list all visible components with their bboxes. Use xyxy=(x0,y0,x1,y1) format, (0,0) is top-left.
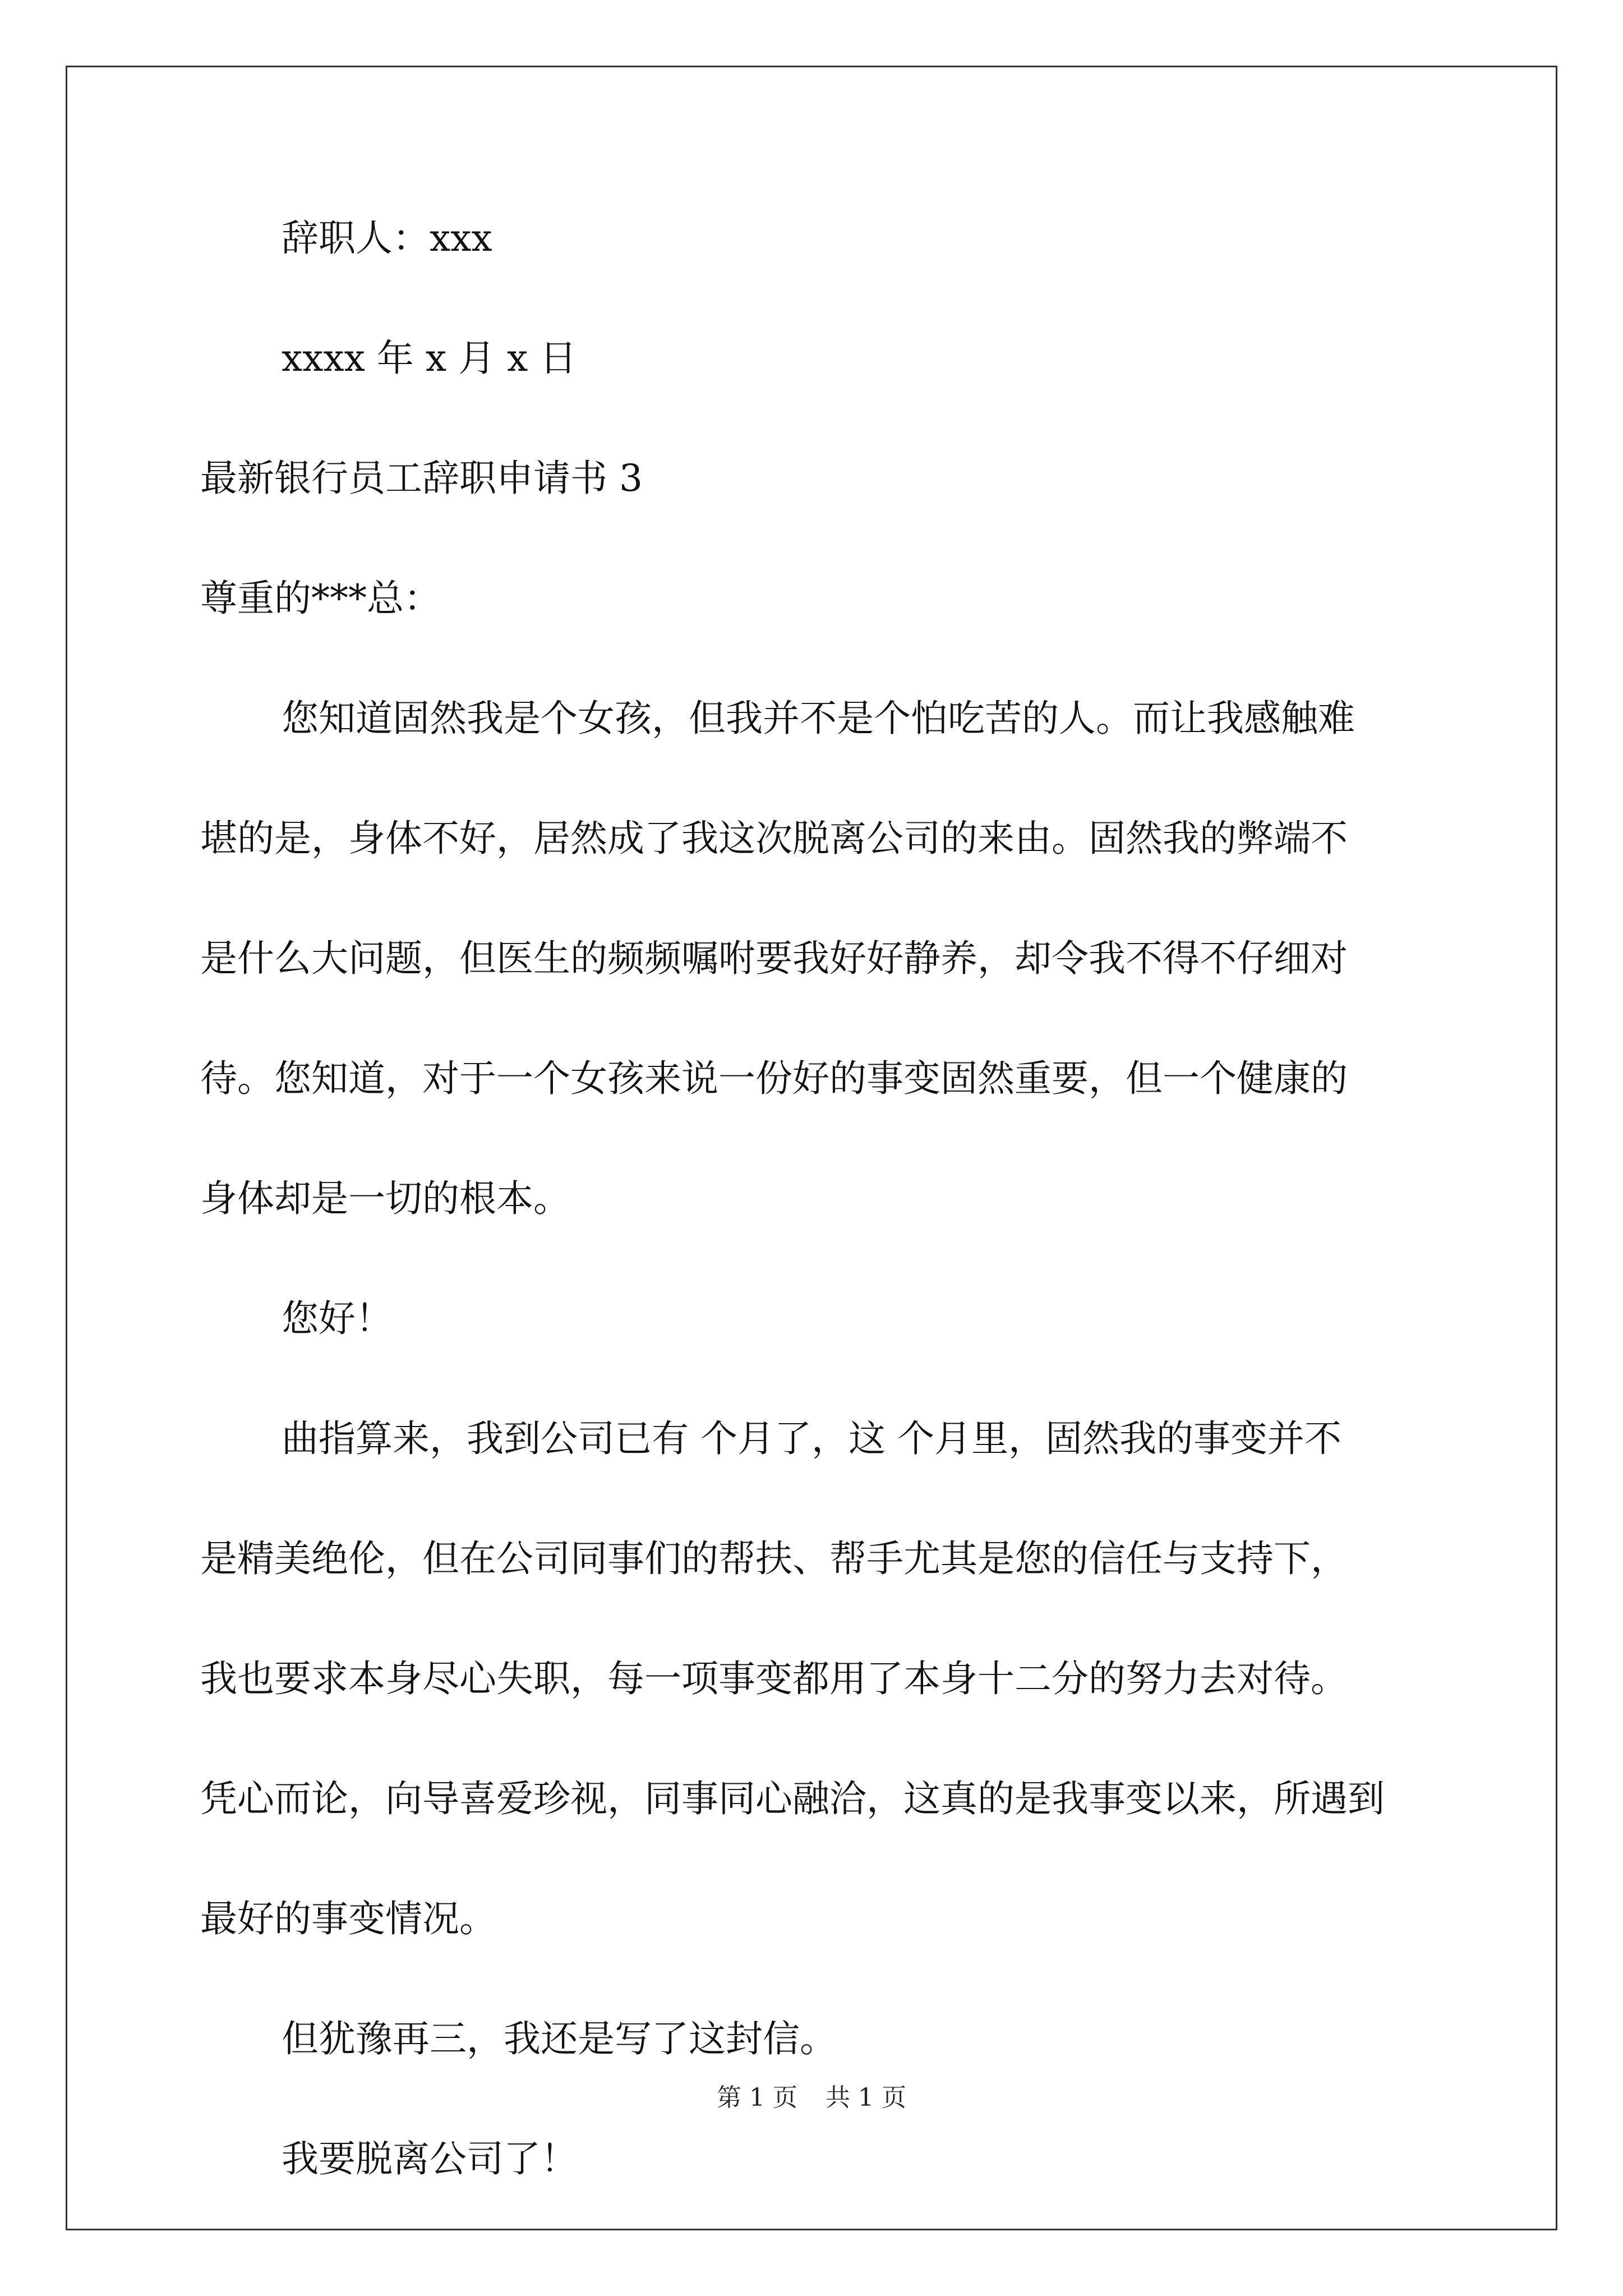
paragraph-line: 最好的事变情况。 xyxy=(200,1897,496,1940)
paragraph-line: 是精美绝伦，但在公司同事们的帮扶、帮手尤其是您的信任与支持下， xyxy=(200,1537,1348,1580)
date-line: xxxx 年 x 月 x 日 xyxy=(282,337,577,380)
paragraph-line: 凭心而论，向导喜爱珍视，同事同心融洽，这真的是我事变以来，所遇到 xyxy=(200,1777,1385,1820)
paragraph-line: 您知道固然我是个女孩，但我并不是个怕吃苦的人。而让我感触难 xyxy=(282,697,1355,740)
closing-line: 我要脱离公司了！ xyxy=(282,2137,578,2180)
salutation: 尊重的***总： xyxy=(200,577,441,620)
paragraph-line: 是什么大问题，但医生的频频嘱咐要我好好静养，却令我不得不仔细对 xyxy=(200,937,1348,980)
paragraph-line: 我也要求本身尽心失职，每一项事变都用了本身十二分的努力去对待。 xyxy=(200,1657,1348,1700)
paragraph-line: 但犹豫再三，我还是写了这封信。 xyxy=(282,2017,837,2060)
paragraph-line: 堪的是，身体不好，居然成了我这次脱离公司的来由。固然我的弊端不 xyxy=(200,817,1348,860)
section-title: 最新银行员工辞职申请书 3 xyxy=(200,457,643,500)
resigner-line: 辞职人：xxx xyxy=(282,217,492,260)
document-body xyxy=(200,213,1490,2184)
paragraph-line: 待。您知道，对于一个女孩来说一份好的事变固然重要，但一个健康的 xyxy=(200,1057,1348,1100)
page-number-current: 第 1 页 xyxy=(717,2083,797,2112)
page-number-total: 共 1 页 xyxy=(826,2083,906,2112)
paragraph-line: 身体却是一切的根本。 xyxy=(200,1177,570,1220)
page-footer xyxy=(0,2081,1623,2115)
greeting: 您好！ xyxy=(282,1297,393,1340)
paragraph-line: 曲指算来，我到公司已有 个月了，这 个月里，固然我的事变并不 xyxy=(282,1417,1341,1460)
